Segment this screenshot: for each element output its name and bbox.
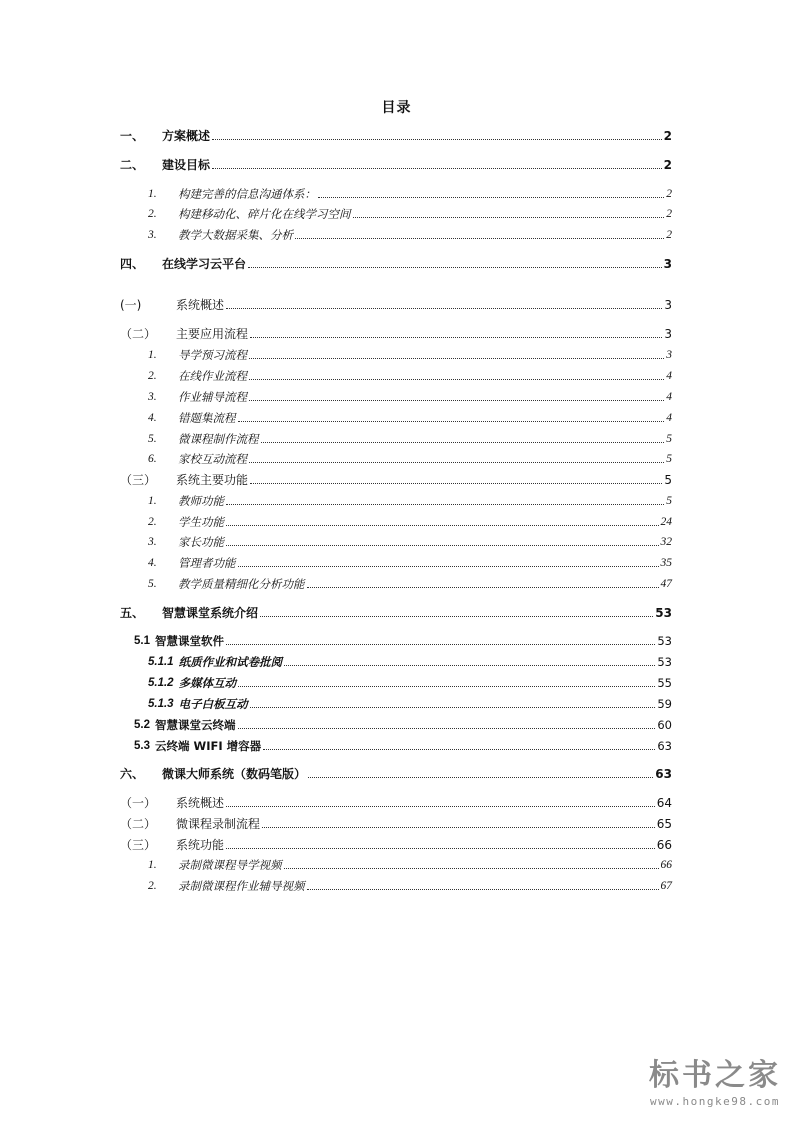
toc-dot-leader bbox=[212, 168, 662, 169]
toc-entry-page-number: 53 bbox=[655, 606, 672, 620]
toc-entry[interactable] bbox=[134, 717, 672, 733]
toc-dot-leader bbox=[249, 358, 664, 359]
toc-entry-title: 微课程录制流程 bbox=[176, 817, 261, 831]
toc-entry[interactable] bbox=[120, 297, 672, 313]
toc-entry[interactable] bbox=[120, 472, 672, 488]
toc-entry-number: 1. bbox=[148, 859, 157, 871]
toc-dot-leader bbox=[238, 421, 665, 422]
toc-entry-title: 纸质作业和试卷批阅 bbox=[178, 655, 283, 669]
toc-entry[interactable] bbox=[148, 347, 672, 363]
toc-entry-number: 1. bbox=[148, 349, 157, 361]
toc-dot-leader bbox=[307, 587, 659, 588]
toc-dot-leader bbox=[353, 217, 665, 218]
toc-entry[interactable] bbox=[148, 186, 672, 202]
toc-entry-page-number: 4 bbox=[666, 391, 672, 403]
toc-entry[interactable] bbox=[148, 675, 672, 691]
toc-entry-title: 微课程制作流程 bbox=[178, 432, 259, 446]
toc-entry[interactable] bbox=[148, 368, 672, 384]
toc-entry-number: 5.1.1 bbox=[148, 656, 174, 668]
toc-entry-number: （三） bbox=[120, 838, 157, 852]
toc-entry-page-number: 4 bbox=[666, 370, 672, 382]
toc-entry-number: 4. bbox=[148, 412, 157, 424]
toc-dot-leader bbox=[249, 462, 664, 463]
toc-dot-leader bbox=[238, 566, 659, 567]
toc-entry-page-number: 60 bbox=[657, 718, 672, 732]
toc-entry[interactable] bbox=[120, 766, 672, 782]
toc-dot-leader bbox=[308, 777, 653, 778]
toc-entry-page-number: 5 bbox=[666, 433, 672, 445]
toc-dot-leader bbox=[261, 442, 665, 443]
toc-entry[interactable] bbox=[148, 576, 672, 592]
toc-entry-page-number: 53 bbox=[657, 634, 672, 648]
toc-entry-number: 六、 bbox=[120, 767, 145, 781]
toc-entry-page-number: 2 bbox=[666, 208, 672, 220]
toc-entry[interactable] bbox=[120, 816, 672, 832]
toc-entry-page-number: 66 bbox=[656, 838, 672, 852]
toc-entry-title: 录制微课程作业辅导视频 bbox=[178, 879, 305, 893]
toc-entry[interactable] bbox=[148, 410, 672, 426]
toc-entry-number: 5. bbox=[148, 578, 157, 590]
toc-entry[interactable] bbox=[148, 493, 672, 509]
toc-entry[interactable] bbox=[148, 206, 672, 222]
toc-entry-number: 二、 bbox=[120, 158, 145, 172]
toc-entry-title: 构建移动化、碎片化在线学习空间 bbox=[178, 207, 351, 221]
toc-dot-leader bbox=[263, 749, 655, 750]
toc-entry-number: 4. bbox=[148, 557, 157, 569]
toc-entry-title: 系统功能 bbox=[176, 838, 225, 852]
toc-entry[interactable] bbox=[148, 534, 672, 550]
toc-dot-leader bbox=[226, 308, 662, 309]
toc-entry-number: 3. bbox=[148, 391, 157, 403]
toc-entry-page-number: 3 bbox=[666, 349, 672, 361]
toc-entry-title: 教学质量精细化分析功能 bbox=[178, 577, 305, 591]
toc-entry-title: 智慧课堂系统介绍 bbox=[162, 606, 259, 620]
toc-entry-title: 学生功能 bbox=[178, 515, 224, 529]
toc-entry-title: 在线学习云平台 bbox=[162, 257, 247, 271]
toc-entry-page-number: 3 bbox=[664, 327, 672, 341]
toc-entry[interactable] bbox=[134, 633, 672, 649]
toc-entry-title: 智慧课堂软件 bbox=[155, 634, 224, 648]
toc-dot-leader bbox=[250, 707, 656, 708]
toc-entry-title: 作业辅导流程 bbox=[178, 390, 247, 404]
toc-dot-leader bbox=[318, 197, 664, 198]
toc-entry[interactable] bbox=[120, 128, 672, 144]
toc-entry[interactable] bbox=[148, 696, 672, 712]
toc-entry[interactable] bbox=[148, 451, 672, 467]
toc-entry-number: 5.1 bbox=[134, 635, 150, 647]
toc-entry[interactable] bbox=[148, 555, 672, 571]
watermark-title: 标书之家 bbox=[649, 1058, 781, 1093]
toc-dot-leader bbox=[249, 400, 664, 401]
toc-entry[interactable] bbox=[120, 326, 672, 342]
toc-entry-title: 录制微课程导学视频 bbox=[178, 858, 282, 872]
toc-entry-number: 5. bbox=[148, 433, 157, 445]
toc-entry-page-number: 2 bbox=[663, 129, 672, 143]
toc-entry-number: 2. bbox=[148, 516, 157, 528]
toc-entry-title: 教学大数据采集、分析 bbox=[178, 228, 293, 242]
toc-entry-title: 在线作业流程 bbox=[178, 369, 247, 383]
toc-entry-page-number: 3 bbox=[663, 257, 672, 271]
toc-dot-leader bbox=[238, 728, 656, 729]
toc-entry-title: 系统概述 bbox=[176, 298, 225, 312]
toc-dot-leader bbox=[226, 525, 659, 526]
toc-entry-page-number: 35 bbox=[660, 557, 672, 569]
toc-entry[interactable] bbox=[148, 227, 672, 243]
toc-entry[interactable] bbox=[148, 514, 672, 530]
toc-entry[interactable] bbox=[120, 795, 672, 811]
toc-entry-number: 3. bbox=[148, 536, 157, 548]
toc-entry-page-number: 59 bbox=[657, 697, 672, 711]
toc-entry-title: 云终端 WIFI 增容器 bbox=[155, 739, 262, 753]
toc-entry-page-number: 32 bbox=[660, 536, 672, 548]
toc-entry[interactable] bbox=[148, 878, 672, 894]
toc-entry-title: 方案概述 bbox=[162, 129, 211, 143]
toc-entry-number: （二） bbox=[120, 327, 157, 341]
toc-dot-leader bbox=[295, 238, 664, 239]
watermark bbox=[649, 1059, 781, 1108]
toc-entry-page-number: 65 bbox=[656, 817, 672, 831]
toc-entry-page-number: 67 bbox=[660, 880, 672, 892]
toc-entry-number: （二） bbox=[120, 817, 157, 831]
watermark-url: www.hongke98.com bbox=[650, 1095, 780, 1108]
toc-entry-title: 微课大师系统（数码笔版） bbox=[162, 767, 307, 781]
toc-entry-number: 5.1.2 bbox=[148, 677, 174, 689]
toc-entry[interactable] bbox=[120, 256, 672, 272]
toc-entry-number: 五、 bbox=[120, 606, 145, 620]
toc-dot-leader bbox=[226, 848, 655, 849]
toc-entry-number: 2. bbox=[148, 880, 157, 892]
toc-dot-leader bbox=[262, 827, 655, 828]
toc-entry-page-number: 5 bbox=[666, 495, 672, 507]
toc-entry-page-number: 2 bbox=[663, 158, 672, 172]
toc-entry-number: 5.2 bbox=[134, 719, 150, 731]
toc-dot-leader bbox=[226, 504, 664, 505]
toc-entry[interactable] bbox=[134, 738, 672, 754]
toc-entry-number: 1. bbox=[148, 495, 157, 507]
toc-entry-page-number: 63 bbox=[655, 767, 672, 781]
toc-dot-leader bbox=[226, 545, 659, 546]
toc-entry-title: 多媒体互动 bbox=[178, 676, 237, 690]
toc-dot-leader bbox=[212, 139, 662, 140]
toc-entry-number: （三） bbox=[120, 473, 157, 487]
toc-entry-number: 6. bbox=[148, 453, 157, 465]
toc-entry-title: 系统主要功能 bbox=[176, 473, 249, 487]
toc-entry-number: 四、 bbox=[120, 257, 145, 271]
toc-dot-leader bbox=[284, 665, 655, 666]
toc-entry-page-number: 4 bbox=[666, 412, 672, 424]
toc-entry-page-number: 5 bbox=[666, 453, 672, 465]
toc-dot-leader bbox=[238, 686, 655, 687]
toc-entry-number: 2. bbox=[148, 208, 157, 220]
toc-entry-page-number: 3 bbox=[664, 298, 672, 312]
toc-entry-number: 5.1.3 bbox=[148, 698, 174, 710]
toc-entry-title: 电子白板互动 bbox=[178, 697, 248, 711]
toc-dot-leader bbox=[249, 379, 664, 380]
toc-entry[interactable] bbox=[120, 605, 672, 621]
toc-entry-number: 1. bbox=[148, 188, 157, 200]
toc-entry-page-number: 53 bbox=[657, 655, 672, 669]
toc-entry[interactable] bbox=[120, 157, 672, 173]
toc-dot-leader bbox=[250, 337, 662, 338]
toc-entry-page-number: 64 bbox=[656, 796, 672, 810]
toc-dot-leader bbox=[307, 889, 659, 890]
toc-entry[interactable] bbox=[148, 654, 672, 670]
toc-entry[interactable] bbox=[148, 857, 672, 873]
toc-entry-number: 一、 bbox=[120, 129, 145, 143]
toc-entry-title: 教师功能 bbox=[178, 494, 224, 508]
toc-entry-page-number: 24 bbox=[660, 516, 672, 528]
toc-dot-leader bbox=[284, 868, 659, 869]
toc-entry-page-number: 2 bbox=[666, 229, 672, 241]
toc-dot-leader bbox=[250, 483, 662, 484]
toc-entry-title: 建设目标 bbox=[162, 158, 211, 172]
toc-entry-title: 构建完善的信息沟通体系： bbox=[178, 187, 316, 201]
toc-entry-page-number: 63 bbox=[657, 739, 672, 753]
toc-entry-title: 管理者功能 bbox=[178, 556, 236, 570]
toc-dot-leader bbox=[260, 616, 653, 617]
toc-entry-number: （一） bbox=[120, 796, 157, 810]
toc-entry-page-number: 66 bbox=[660, 859, 672, 871]
toc-entry-title: 主要应用流程 bbox=[176, 327, 249, 341]
toc-dot-leader bbox=[226, 644, 655, 645]
toc-entry-title: 系统概述 bbox=[176, 796, 225, 810]
toc-dot-leader bbox=[248, 267, 662, 268]
toc-entry-number: 2. bbox=[148, 370, 157, 382]
toc-entry-title: 导学预习流程 bbox=[178, 348, 247, 362]
toc-entry-number: 3. bbox=[148, 229, 157, 241]
toc-entry-title: 家校互动流程 bbox=[178, 452, 247, 466]
toc-entry-title: 家长功能 bbox=[178, 535, 224, 549]
toc-entry-number: (一) bbox=[120, 298, 142, 312]
toc-dot-leader bbox=[226, 806, 655, 807]
page-title: 目录 bbox=[381, 100, 412, 116]
toc-entry-title: 智慧课堂云终端 bbox=[155, 718, 236, 732]
toc-entry-page-number: 5 bbox=[664, 473, 672, 487]
toc-entry-page-number: 47 bbox=[660, 578, 672, 590]
toc-entry[interactable] bbox=[120, 837, 672, 853]
toc-entry-number: 5.3 bbox=[134, 740, 150, 752]
toc-entry[interactable] bbox=[148, 431, 672, 447]
toc-entry-page-number: 2 bbox=[666, 188, 672, 200]
toc-entry-title: 错题集流程 bbox=[178, 411, 236, 425]
toc-entry-page-number: 55 bbox=[657, 676, 672, 690]
toc-entry[interactable] bbox=[148, 389, 672, 405]
